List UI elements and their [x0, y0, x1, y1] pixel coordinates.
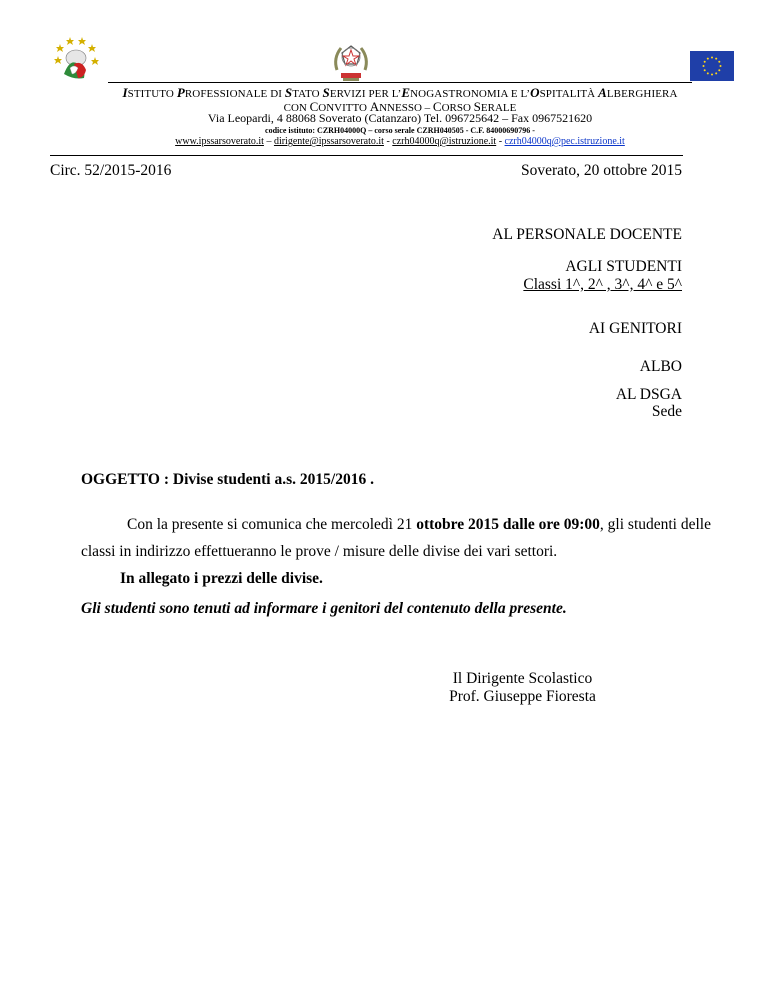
header-rule — [108, 82, 692, 83]
institute-codes: codice istituto: CZRH04000Q – corso serale CZRH040505 - C.F. 84000690796 - — [265, 126, 535, 135]
header-word: ROFESSIONALE DI — [184, 88, 285, 100]
institute-contacts — [108, 136, 692, 147]
header-initial: A — [598, 85, 607, 100]
recipient-albo: ALBO — [639, 358, 682, 375]
header-word: SPITALITÀ — [539, 88, 599, 100]
separator: – — [263, 136, 274, 147]
recipient-docenti: AL PERSONALE DOCENTE — [492, 226, 682, 243]
email-dirigente-link[interactable]: dirigente@ipssarsoverato.it — [273, 136, 384, 147]
recipient-studenti: AGLI STUDENTI — [565, 258, 682, 275]
recipient-genitori: AI GENITORI — [588, 320, 682, 337]
body-paragraph-2: classi in indirizzo effettueranno le prove / misure delle divise dei vari settori. — [81, 543, 558, 560]
header-initial: E — [401, 85, 411, 100]
body-notice: Gli studenti sono tenuti ad informare i genitori del contenuto della presente. — [81, 600, 567, 617]
place-date: Soverato, 20 ottobre 2015 — [520, 162, 682, 179]
body-text: , gli studenti delle — [599, 516, 711, 533]
header-initial: S — [322, 85, 330, 100]
circular-number: Circ. 52/2015-2016 — [50, 162, 172, 179]
header-initial: P — [176, 85, 185, 100]
header-word: ERALE — [480, 102, 517, 114]
recipient-dsga: AL DSGA — [615, 386, 682, 403]
pec-link[interactable]: czrh04000q@pec.istruzione.it — [504, 136, 625, 147]
header-word: ERVIZI PER L’ — [329, 88, 402, 100]
header-word: TATO — [292, 88, 323, 100]
body-date-highlight: ottobre 2015 dalle ore 09:00 — [416, 516, 600, 533]
subject-line: OGGETTO : Divise studenti a.s. 2015/2016 . — [81, 471, 374, 488]
header-word: NNESSO – — [379, 102, 433, 114]
website-link[interactable]: www.ipssarsoverato.it — [175, 136, 264, 147]
header-word: ORSO — [441, 102, 474, 114]
recipient-sede: Sede — [651, 403, 682, 420]
signature-name: Prof. Giuseppe Fioresta — [449, 688, 596, 705]
divider — [50, 155, 683, 156]
header-initial: A — [369, 99, 380, 114]
signature-role: Il Dirigente Scolastico — [452, 670, 593, 687]
header-initial: S — [284, 85, 293, 100]
header-word: CON — [283, 102, 310, 114]
header-initial: C — [309, 99, 319, 114]
header-initial: S — [473, 99, 481, 114]
header-word: STITUTO — [127, 88, 177, 100]
italian-republic-emblem — [331, 40, 371, 84]
header-initial: C — [432, 99, 442, 114]
recipient-classi: Classi 1^, 2^ , 3^, 4^ e 5^ — [523, 276, 682, 293]
school-logo — [50, 34, 102, 82]
header-word: LBERGHIERA — [606, 88, 678, 100]
institute-address: Via Leopardi, 4 88068 Soverato (Catanzaro) Tel. 096725642 – Fax 0967521620 — [207, 111, 593, 125]
header-word: ONVITTO — [318, 102, 370, 114]
body-paragraph-1 — [127, 516, 711, 534]
eu-flag — [690, 51, 734, 81]
separator: - — [383, 136, 393, 147]
separator: - — [496, 136, 505, 147]
header-initial: I — [122, 85, 128, 100]
header-initial: O — [530, 85, 540, 100]
body-attachment-note: In allegato i prezzi delle divise. — [120, 570, 323, 587]
header-word: NOGASTRONOMIA E L’ — [410, 88, 531, 100]
email-istruzione-link[interactable]: czrh04000q@istruzione.it — [392, 136, 497, 147]
body-text: Con la presente si comunica che mercoledì 21 — [127, 516, 417, 533]
